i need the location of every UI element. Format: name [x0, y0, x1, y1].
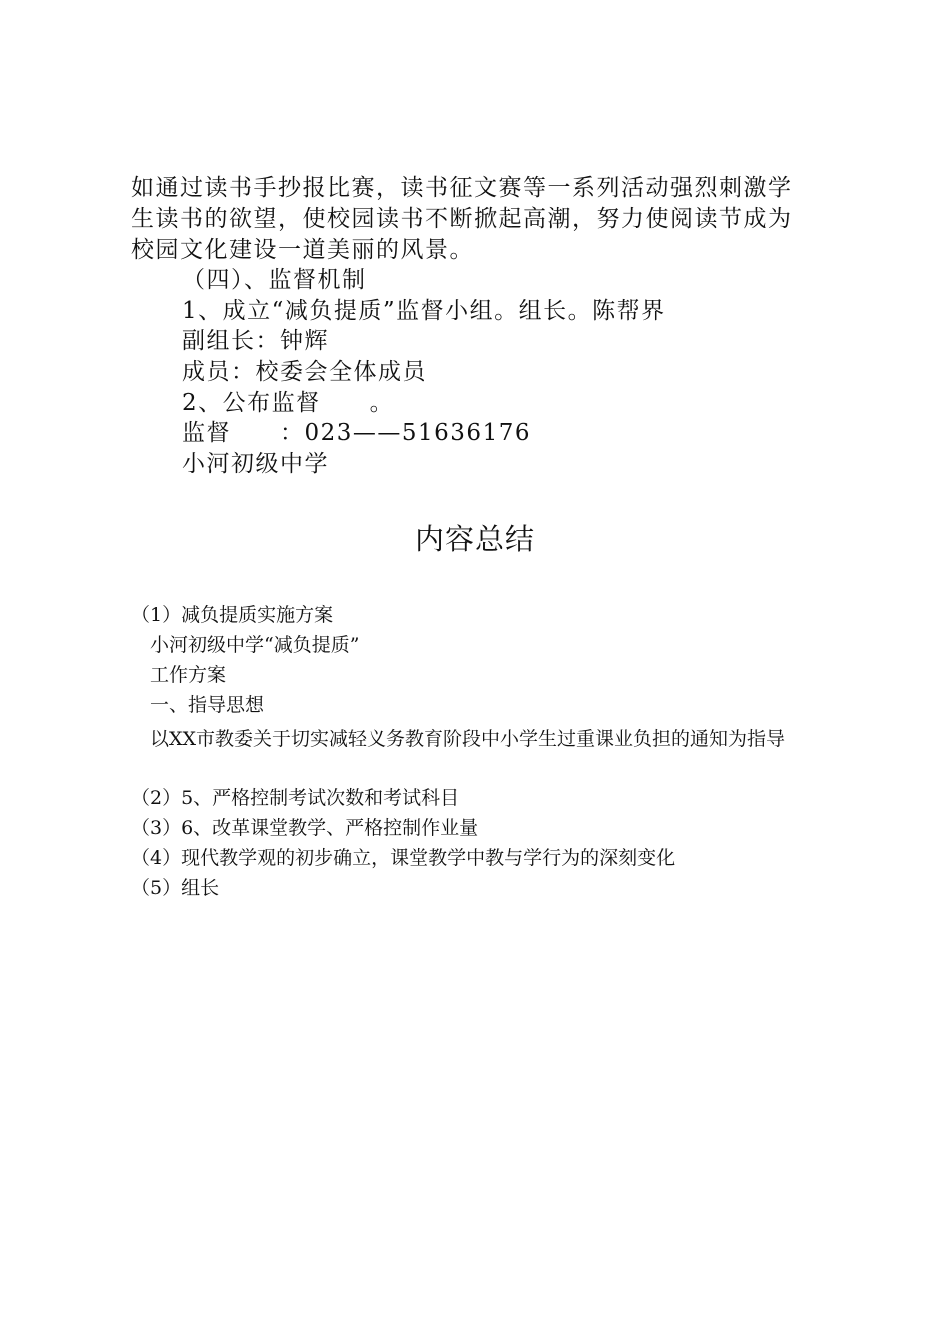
- summary-item: （1）减负提质实施方案: [131, 604, 334, 626]
- summary-paragraph: 以XX市教委关于切实减轻义务教育阶段中小学生过重课业负担的通知为指导: [150, 728, 786, 750]
- section-heading: （四）、监督机制: [182, 267, 367, 293]
- vice-leader-line: 副组长：钟辉: [182, 328, 329, 354]
- summary-item: （4）现代教学观的初步确立，课堂教学中教与学行为的深刻变化: [131, 847, 676, 869]
- summary-item: （3）6、改革课堂教学、严格控制作业量: [131, 817, 479, 839]
- paragraph-line: 如通过读书手抄报比赛，读书征文赛等一系列活动强烈刺激学: [131, 175, 793, 201]
- summary-item: （2）5、严格控制考试次数和考试科目: [131, 787, 460, 809]
- members-line: 成员：校委会全体成员: [182, 359, 427, 385]
- supervision-group-item: 1、成立“减负提质”监督小组。组长。陈帮界: [182, 298, 666, 324]
- publish-supervision-item: 2、公布监督 。: [182, 390, 395, 416]
- summary-item: 一、指导思想: [150, 694, 265, 716]
- summary-item: （5）组长: [131, 877, 220, 899]
- paragraph-line: 生读书的欲望，使校园读书不断掀起高潮，努力使阅读节成为: [131, 206, 793, 232]
- summary-item: 工作方案: [150, 664, 227, 686]
- summary-title: 内容总结: [414, 522, 535, 556]
- body-paragraph: [131, 173, 821, 266]
- school-name: 小河初级中学: [182, 451, 329, 477]
- paragraph-line: 校园文化建设一道美丽的风景。: [131, 237, 474, 263]
- supervision-phone-line: 监督 ：023——51636176: [182, 420, 531, 446]
- summary-item: 小河初级中学“减负提质”: [150, 634, 360, 656]
